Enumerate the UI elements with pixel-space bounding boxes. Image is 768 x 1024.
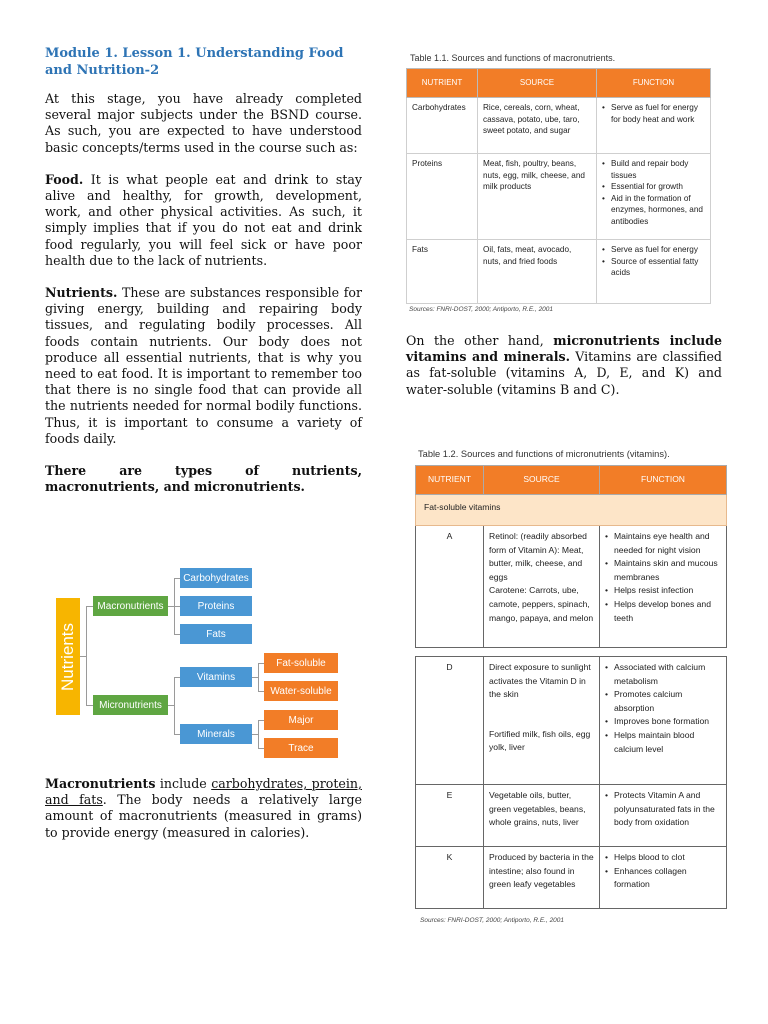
macronutrients-table <box>406 68 711 304</box>
subhead-cell: Fat-soluble vitamins <box>416 495 727 526</box>
function-item: • Improves bone formation <box>605 715 721 729</box>
cell-nutrient: K <box>416 847 484 909</box>
function-item: • Helps blood to clot <box>605 851 721 865</box>
cell-function <box>597 154 711 240</box>
food-paragraph <box>45 172 362 269</box>
table2-sources: Sources: FNRI-DOST, 2000; Antiporto, R.E., 2001 <box>420 917 565 924</box>
micronutrients-box: Micronutrients <box>93 695 168 715</box>
cell-nutrient: A <box>416 526 484 648</box>
connector <box>86 606 93 607</box>
intro-paragraph: At this stage, you have already completed several major subjects under the BSND course. As such, you are expected to have understood basic concepts/terms used in the course such as: <box>45 91 362 155</box>
header-nutrient: NUTRIENT <box>407 69 478 98</box>
food-text: It is what people eat and drink to stay alive and healthy, for growth, development, work, and other physical activities. As such, it simply implies that if you do not eat and drink food regularly, you will feel sick or have poor health due to the lack of nutrients. <box>45 171 362 268</box>
function-item: • Protects Vitamin A and polyunsaturated fats in the body from oxidation <box>605 789 721 830</box>
table2-caption: Table 1.2. Sources and functions of micronutrients (vitamins). <box>418 449 670 459</box>
header-source: SOURCE <box>478 69 597 98</box>
function-item: • Essential for growth <box>602 181 705 193</box>
table1-sources: Sources: FNRI-DOST, 2000; Antiporto, R.E., 2001 <box>409 306 554 313</box>
cell-source: Oil, fats, meat, avocado, nuts, and fried foods <box>478 240 597 304</box>
cell-nutrient: Fats <box>407 240 478 304</box>
source-line: Retinol: (readily absorbed form of Vitamin A): Meat, butter, milk, cheese, and eggs <box>489 531 587 582</box>
function-item: • Source of essential fatty acids <box>602 256 705 279</box>
function-item: • Promotes calcium absorption <box>605 688 721 715</box>
connector <box>174 677 175 734</box>
cell-source <box>484 526 600 648</box>
water-soluble-box: Water-soluble <box>264 681 338 701</box>
connector <box>258 663 259 692</box>
macro-paragraph <box>45 776 362 841</box>
cell-function <box>597 240 711 304</box>
header-function: FUNCTION <box>597 69 711 98</box>
macro-term: Macronutrients <box>45 776 156 791</box>
source-line: Carotene: Carrots, ube, camote, peppers, spinach, mango, papaya, and melon <box>489 585 594 623</box>
vitamins-box: Vitamins <box>180 667 252 687</box>
carbohydrates-box: Carbohydrates <box>180 568 252 588</box>
table-row <box>416 785 727 847</box>
function-item: • Serve as fuel for energy for body heat and work <box>602 102 705 125</box>
nutrients-diagram <box>46 558 364 768</box>
function-item: • Maintains eye health and needed for night vision <box>605 530 721 557</box>
diagram-root-box <box>56 598 80 715</box>
micro-bold: micronutrients include vitamins and minerals. <box>406 333 722 365</box>
header-source: SOURCE <box>484 466 600 495</box>
cell-nutrient: Carbohydrates <box>407 98 478 154</box>
cell-source: Produced by bacteria in the intestine; also found in green leafy vegetables <box>484 847 600 909</box>
cell-source: Vegetable oils, butter, green vegetables, beans, whole grains, nuts, liver <box>484 785 600 847</box>
fat-soluble-box: Fat-soluble <box>264 653 338 673</box>
connector <box>86 606 87 706</box>
fats-box: Fats <box>180 624 252 644</box>
function-item: • Enhances collagen formation <box>605 865 721 892</box>
cell-function <box>600 847 727 909</box>
function-item: • Helps develop bones and teeth <box>605 598 721 625</box>
diagram-root-label: Nutrients <box>58 622 77 691</box>
table-header-row <box>407 69 711 98</box>
cell-function <box>600 526 727 648</box>
table-row <box>416 657 727 785</box>
function-item: • Helps resist infection <box>605 584 721 598</box>
table-gap <box>416 648 727 657</box>
header-function: FUNCTION <box>600 466 727 495</box>
cell-function <box>600 657 727 785</box>
function-item: • Maintains skin and mucous membranes <box>605 557 721 584</box>
food-term: Food. <box>45 171 84 187</box>
function-item: • Serve as fuel for energy <box>602 244 705 256</box>
table-header-row <box>416 466 727 495</box>
function-item: • Aid in the formation of enzymes, hormones, and antibodies <box>602 193 705 228</box>
table-row <box>407 240 711 304</box>
function-item: • Associated with calcium metabolism <box>605 661 721 688</box>
types-statement: There are types of nutrients, macronutrients, and micronutrients. <box>45 463 362 495</box>
major-box: Major <box>264 710 338 730</box>
trace-box: Trace <box>264 738 338 758</box>
cell-function <box>597 98 711 154</box>
subhead-row <box>416 495 727 526</box>
proteins-box: Proteins <box>180 596 252 616</box>
right-column-text <box>406 333 722 398</box>
function-item: • Build and repair body tissues <box>602 158 705 181</box>
nutrients-paragraph <box>45 285 362 447</box>
micro-text: Vitamins are classified as fat-soluble (vitamins A, D, E, and K) and water-soluble (vitamins B and C). <box>406 349 722 397</box>
table-row <box>407 154 711 240</box>
cell-nutrient: D <box>416 657 484 785</box>
left-column <box>45 46 362 511</box>
nutrients-term: Nutrients. <box>45 285 118 301</box>
cell-nutrient: E <box>416 785 484 847</box>
connector <box>258 720 259 749</box>
nutrients-text: These are substances responsible for giving energy, building and repairing body tissues, and regulating bodily processes. All foods contain nutrients. Our body does not produce all essential nutrients, that is why you need to eat food. It is important to remember too that there is no single food that can provide all the nutrients needed for normal bodily functions. Thus, it is important to consume a variety of foods daily. <box>45 285 362 446</box>
micro-lead: On the other hand, <box>406 333 554 348</box>
cell-source: Meat, fish, poultry, beans, nuts, egg, milk, cheese, and milk products <box>478 154 597 240</box>
macro-text: . The body needs a relatively large amount of macronutrients (measured in grams) to provide energy (measured in calories). <box>45 792 362 840</box>
table-row <box>416 847 727 909</box>
table1-caption: Table 1.1. Sources and functions of macronutrients. <box>410 53 616 63</box>
connector <box>86 705 93 706</box>
function-item: • Helps maintain blood calcium level <box>605 729 721 756</box>
cell-nutrient: Proteins <box>407 154 478 240</box>
source-line: Fortified milk, fish oils, egg yolk, liver <box>489 728 591 753</box>
source-line: Direct exposure to sunlight activates the Vitamin D in the skin <box>489 662 591 700</box>
macro-underlined: carbohydrates, protein, and fats <box>45 776 362 808</box>
cell-source: Rice, cereals, corn, wheat, cassava, potato, ube, taro, sweet potato, and sugar <box>478 98 597 154</box>
table-row <box>407 98 711 154</box>
micronutrients-table <box>415 465 727 909</box>
table-row <box>416 526 727 648</box>
cell-function <box>600 785 727 847</box>
header-nutrient: NUTRIENT <box>416 466 484 495</box>
page-title: Module 1. Lesson 1. Understanding Food and Nutrition-2 <box>45 46 344 78</box>
macronutrients-box: Macronutrients <box>93 596 168 616</box>
minerals-box: Minerals <box>180 724 252 744</box>
left-column-bottom <box>45 776 362 857</box>
cell-source <box>484 657 600 785</box>
macro-mid: include <box>155 776 212 791</box>
